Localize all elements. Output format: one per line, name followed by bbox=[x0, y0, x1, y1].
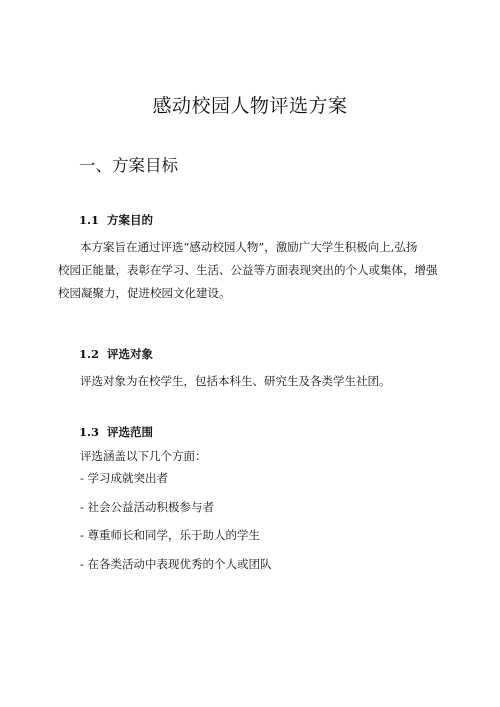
scope-list bbox=[80, 470, 272, 584]
subsection-title: 方案目的 bbox=[107, 213, 154, 227]
subsection-number: 1.1 bbox=[79, 213, 100, 227]
subsection-heading-1-3 bbox=[79, 424, 153, 440]
section-heading: 一、方案目标 bbox=[79, 156, 178, 175]
subsection-heading-1-2 bbox=[79, 346, 153, 362]
paragraph-line: 校园正能量，表彰在学习、生活、公益等方面表现突出的个人或集体，增强 bbox=[58, 263, 438, 277]
list-item: - 社会公益活动积极参与者 bbox=[80, 499, 215, 514]
list-item: - 尊重师长和同学，乐于助人的学生 bbox=[80, 528, 261, 542]
subsection-number: 1.3 bbox=[79, 425, 100, 439]
list-item: - 在各类活动中表现优秀的个人或团队 bbox=[80, 556, 272, 571]
scope-intro: 评选涵盖以下几个方面： bbox=[80, 449, 207, 463]
list-item: - 学习成就突出者 bbox=[80, 471, 169, 485]
target-paragraph: 评选对象为在校学生，包括本科生、研究生及各类学生社团。 bbox=[80, 374, 391, 388]
subsection-heading-1-1 bbox=[79, 212, 153, 228]
paragraph-line: 本方案旨在通过评选“感动校园人物”，激励广大学生积极向上,弘扬 bbox=[80, 240, 418, 254]
subsection-title: 评选对象 bbox=[107, 347, 154, 361]
subsection-title: 评选范围 bbox=[107, 425, 154, 439]
paragraph-line: 校园凝聚力，促进校园文化建设。 bbox=[58, 286, 231, 300]
document-title: 感动校园人物评选方案 bbox=[152, 95, 348, 117]
purpose-paragraph bbox=[58, 236, 446, 305]
subsection-number: 1.2 bbox=[79, 347, 100, 361]
